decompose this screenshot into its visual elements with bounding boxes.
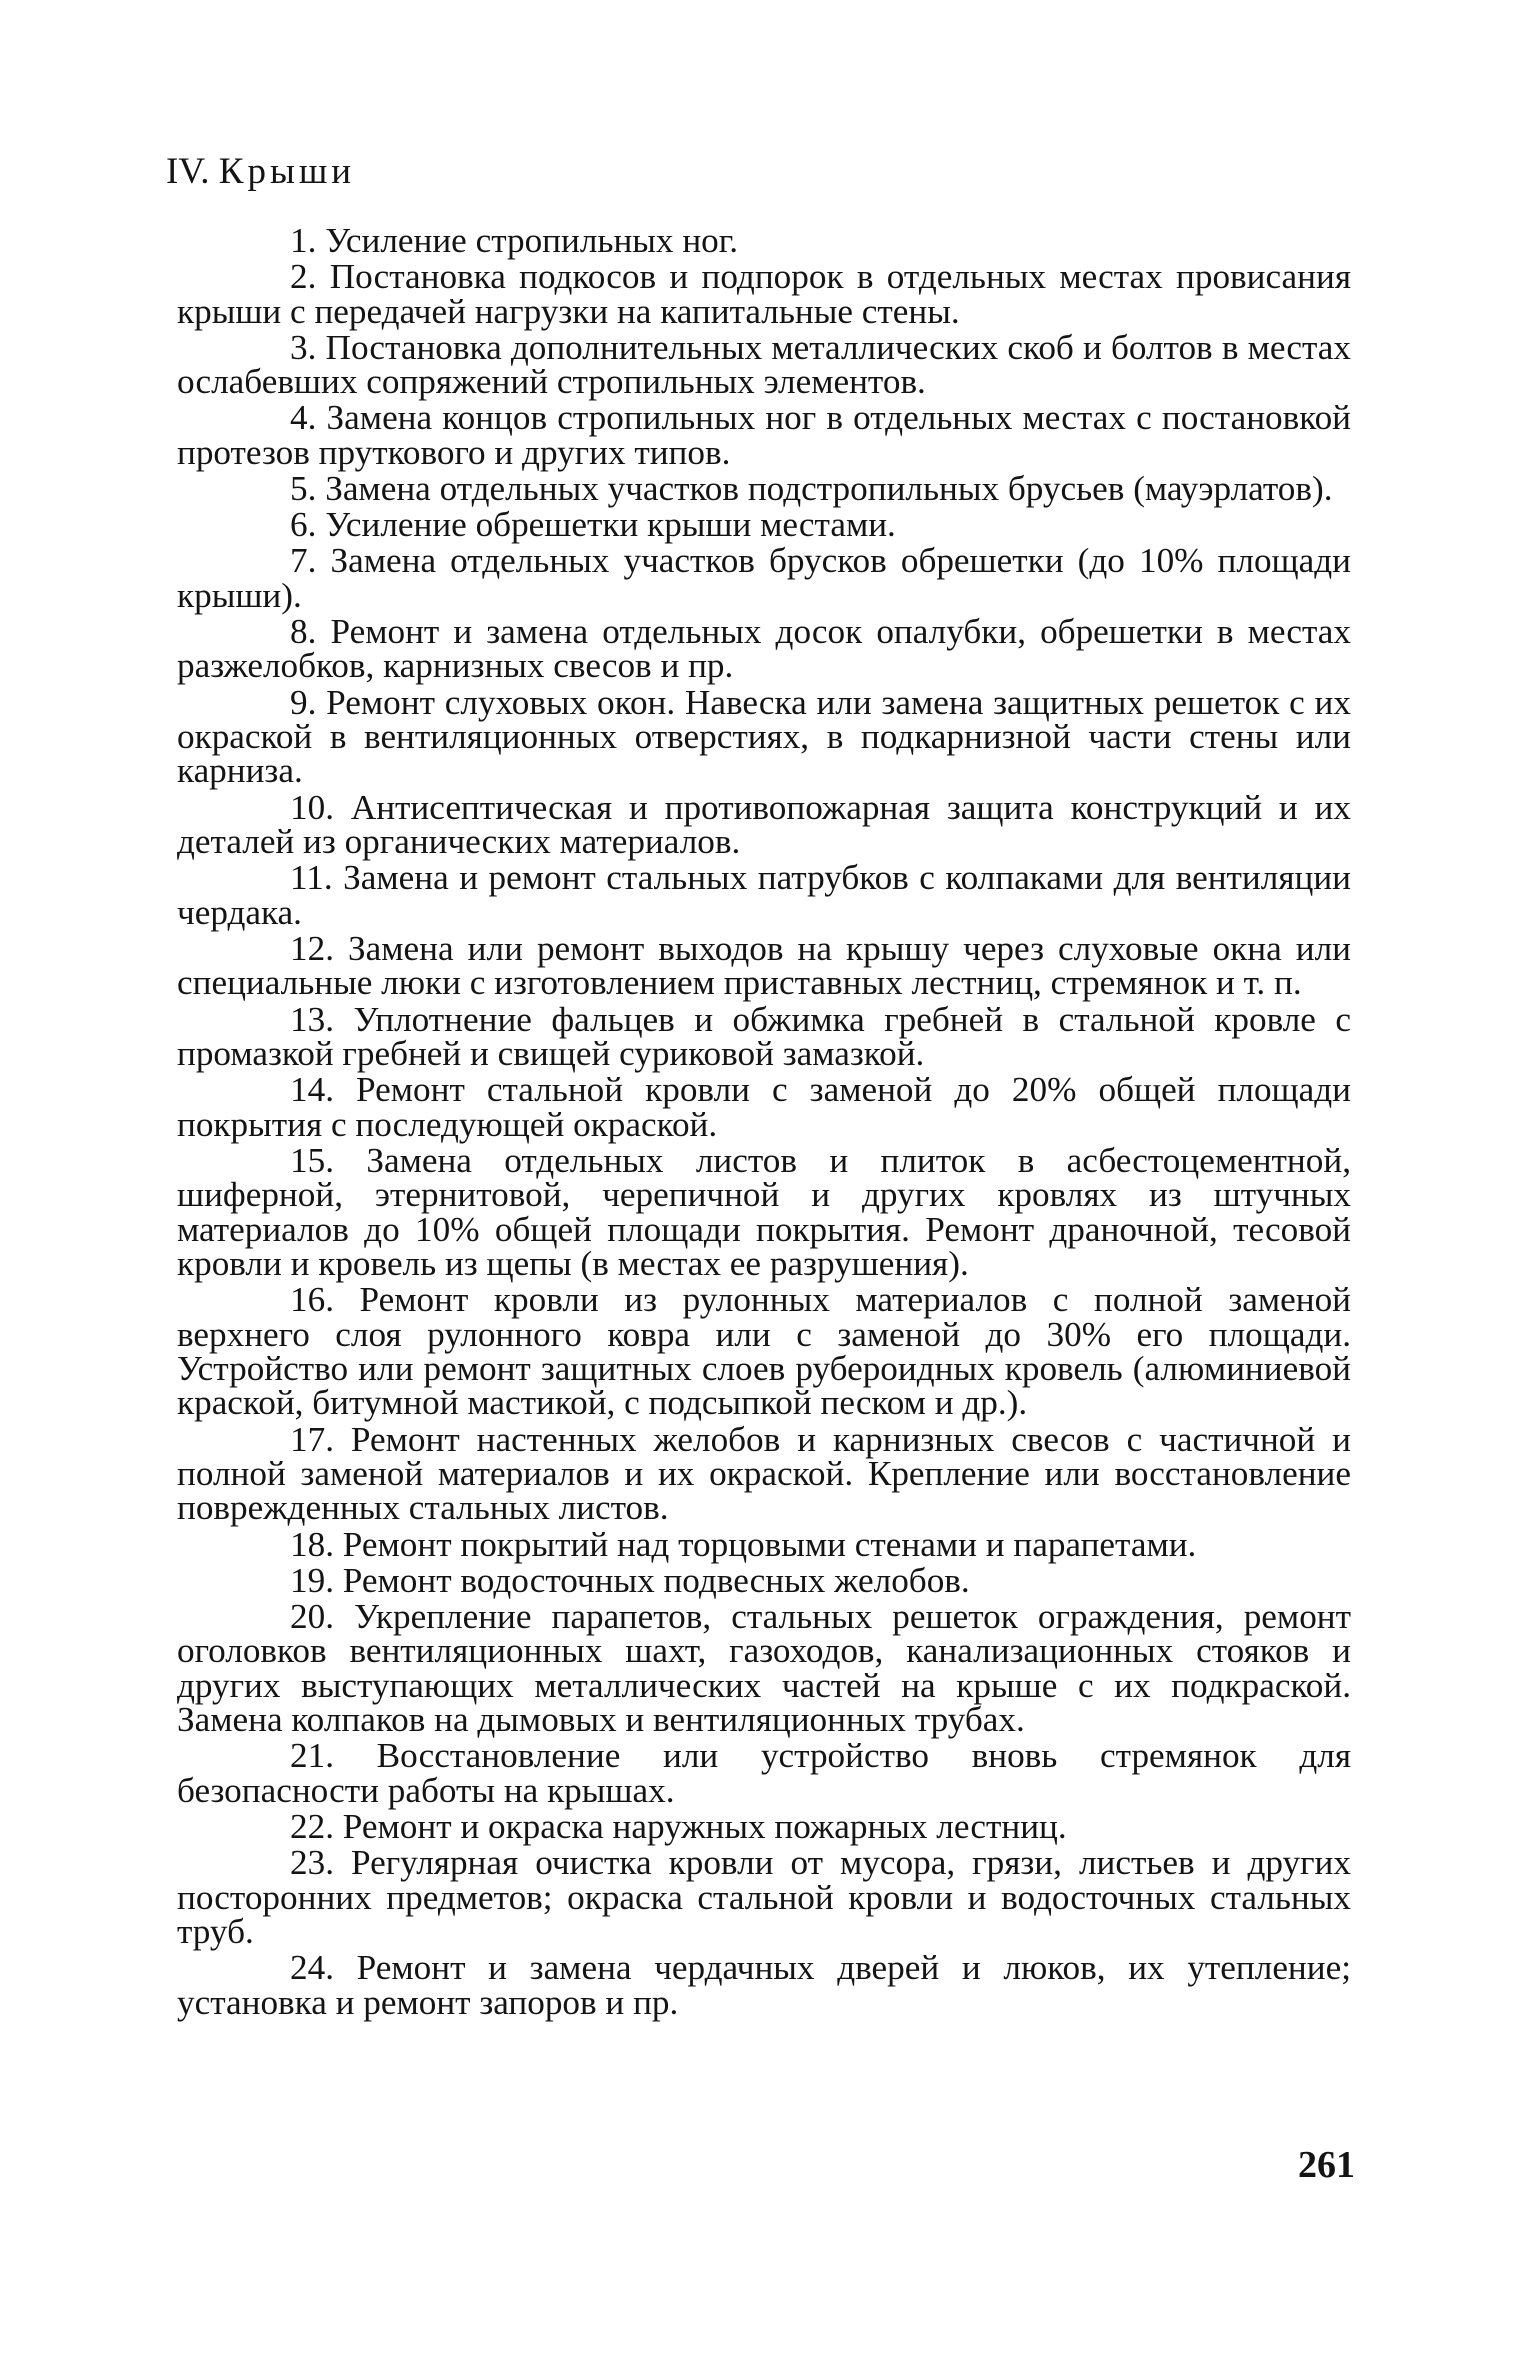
page-number: 261: [1298, 2144, 1355, 2186]
list-item: 12. Замена или ремонт выходов на крышу через слуховые окна или специальные люки с изготовлением приставных лестниц, стремянок и т. п.: [177, 928, 1351, 1003]
list-item: 6. Усиление обрешетки крыши местами.: [290, 505, 896, 545]
list-item: 2. Постановка подкосов и подпорок в отдельных местах провисания крыши с передачей нагрузки на капитальные стены.: [177, 257, 1351, 331]
repair-items-list: [177, 221, 1351, 2022]
section-heading: [166, 150, 355, 194]
section-numeral: IV.: [166, 151, 210, 192]
list-item: 19. Ремонт водосточных подвесных желобов.: [290, 1560, 970, 1600]
list-item: 11. Замена и ремонт стальных патрубков с колпаками для вентиляции чердака.: [177, 858, 1351, 932]
list-item: 14. Ремонт стальной кровли с заменой до 20% общей площади покрытия с последующей окраской.: [177, 1070, 1351, 1144]
list-item: 8. Ремонт и замена отдельных досок опалубки, обрешетки в местах разжелобков, карнизных свесов и пр.: [177, 612, 1351, 686]
list-item: 4. Замена концов стропильных ног в отдельных местах с постановкой протезов пруткового и других типов.: [177, 398, 1351, 472]
list-item: 17. Ремонт настенных желобов и карнизных свесов с частичной и полной заменой материалов и их окраской. Крепление или восстановление поврежденных стальных листов.: [177, 1419, 1351, 1528]
list-item: 7. Замена отдельных участков брусков обрешетки (до 10% площади крыши).: [177, 541, 1351, 615]
list-item: 9. Ремонт слуховых окон. Навеска или замена защитных решеток с их окраской в вентиляционных отверстиях, в подкарнизной части стены или карниза.: [177, 682, 1351, 791]
list-item: 23. Регулярная очистка кровли от мусора, грязи, листьев и других посторонних предметов; окраска стальной кровли и водосточных стальных труб.: [177, 1843, 1351, 1952]
list-item: 10. Антисептическая и противопожарная защита конструкций и их деталей из органических материалов.: [177, 787, 1351, 862]
list-item: 5. Замена отдельных участков подстропильных брусьев (мауэрлатов).: [290, 469, 1333, 509]
list-item: 22. Ремонт и окраска наружных пожарных лестниц.: [290, 1807, 1067, 1847]
list-item: 15. Замена отдельных листов и плиток в асбестоцементной, шиферной, этернитовой, черепичной и других кровлях из штучных материалов до 10% общей площади покрытия. Ремонт драночной, тесовой кровли и кровель из щепы (в местах ее разрушения).: [177, 1140, 1351, 1283]
list-item: 24. Ремонт и замена чердачных дверей и люков, их утепление; установка и ремонт запоров и пр.: [177, 1948, 1351, 2022]
list-item: 13. Уплотнение фальцев и обжимка гребней в стальной кровле с промазкой гребней и свищей суриковой замазкой.: [177, 999, 1351, 1073]
list-item: 16. Ремонт кровли из рулонных материалов с полной заменой верхнего слоя рулонного ковра или с заменой до 30% его площади. Устройство или ремонт защитных слоев рубероидных кровель (алюминиевой краской, битумной мастикой, с подсыпкой песком и др.).: [177, 1280, 1351, 1423]
section-title: Крыши: [218, 151, 356, 192]
list-item: 21. Восстановление или устройство вновь стремянок для безопасности работы на крышах.: [177, 1736, 1351, 1810]
list-item: 18. Ремонт покрытий над торцовыми стенами и парапетами.: [290, 1524, 1197, 1564]
list-item: 3. Постановка дополнительных металлических скоб и болтов в местах ослабевших сопряжений стропильных элементов.: [177, 327, 1351, 402]
list-item: 1. Усиление стропильных ног.: [290, 221, 739, 260]
list-item: 20. Укрепление парапетов, стальных решеток ограждения, ремонт оголовков вентиляционных шахт, газоходов, канализационных стояков и других выступающих металлических частей на крыше с их подкраской. Замена колпаков на дымовых и вентиляционных трубах.: [177, 1596, 1351, 1740]
